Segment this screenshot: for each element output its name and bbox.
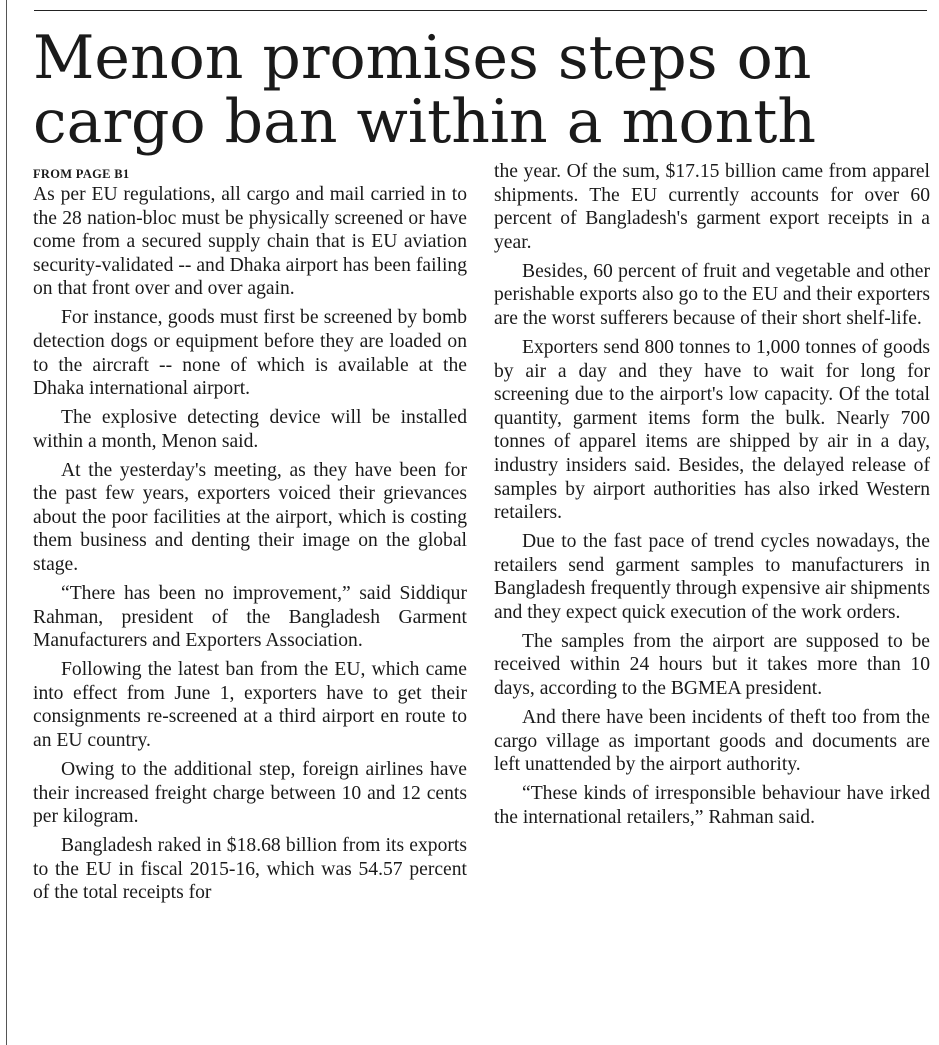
article-paragraph: “There has been no improvement,” said Siddiqur Rahman, president of the Bangladesh Garment Manufacturers and Exporters Association. [33,583,467,652]
article-paragraph: “These kinds of irresponsible behaviour have irked the international retailers,” Rahman said. [494,783,930,828]
article-paragraph: Exporters send 800 tonnes to 1,000 tonnes of goods by air a day and they have to wait for long for screening due to the airport's low capacity. Of the total quantity, garment items form the bulk. Nearly 700 tonnes of apparel items are shipped by air in a day, industry insiders said. Besides, the delayed release of samples by airport authorities has also irked Western retailers. [494,336,930,524]
article-paragraph: the year. Of the sum, $17.15 billion came from apparel shipments. The EU currently accounts for over 60 percent of Bangladesh's garment export receipts in a year. [494,161,930,253]
left-column-rule [6,0,7,1045]
article-column-left [33,160,467,910]
top-rule [34,10,927,11]
article-column-right [494,160,930,835]
article-paragraph: At the yesterday's meeting, as they have been for the past few years, exporters voiced their grievances about the poor facilities at the airport, which is costing them business and denting their image on the global stage. [33,459,467,576]
article-paragraph: Bangladesh raked in $18.68 billion from its exports to the EU in fiscal 2015-16, which was 54.57 percent of the total receipts for [33,835,467,904]
article-paragraph: Following the latest ban from the EU, which came into effect from June 1, exporters have to get their consignments re-screened at a third airport en route to an EU country. [33,659,467,752]
article-paragraph: The samples from the airport are supposed to be received within 24 hours but it takes more than 10 days, according to the BGMEA president. [494,630,930,700]
article-paragraph: Besides, 60 percent of fruit and vegetable and other perishable exports also go to the EU and their exporters are the worst sufferers because of their short shelf-life. [494,260,930,329]
article-paragraph: Due to the fast pace of trend cycles nowadays, the retailers send garment samples to manufacturers in Bangladesh frequently through expensive air shipments and they expect quick execution of the work orders. [494,531,930,623]
article-paragraph: As per EU regulations, all cargo and mail carried in to the 28 nation-bloc must be physically screened or have come from a secured supply chain that is EU aviation security-validated -- and Dhaka airport has been failing on that front over and over again. [33,184,467,300]
article-headline: Menon promises steps on cargo ban within a month [33,23,817,157]
article-paragraph: Owing to the additional step, foreign airlines have their increased freight charge between 10 and 12 cents per kilogram. [33,759,467,828]
article-paragraph: For instance, goods must first be screened by bomb detection dogs or equipment before they are loaded on to the aircraft -- none of which is available at the Dhaka international airport. [33,307,467,400]
dateline: FROM PAGE B1 [33,167,130,181]
article-paragraph: And there have been incidents of theft too from the cargo village as important goods and documents are left unattended by the airport authority. [494,707,930,776]
article-paragraph: The explosive detecting device will be installed within a month, Menon said. [33,407,467,452]
